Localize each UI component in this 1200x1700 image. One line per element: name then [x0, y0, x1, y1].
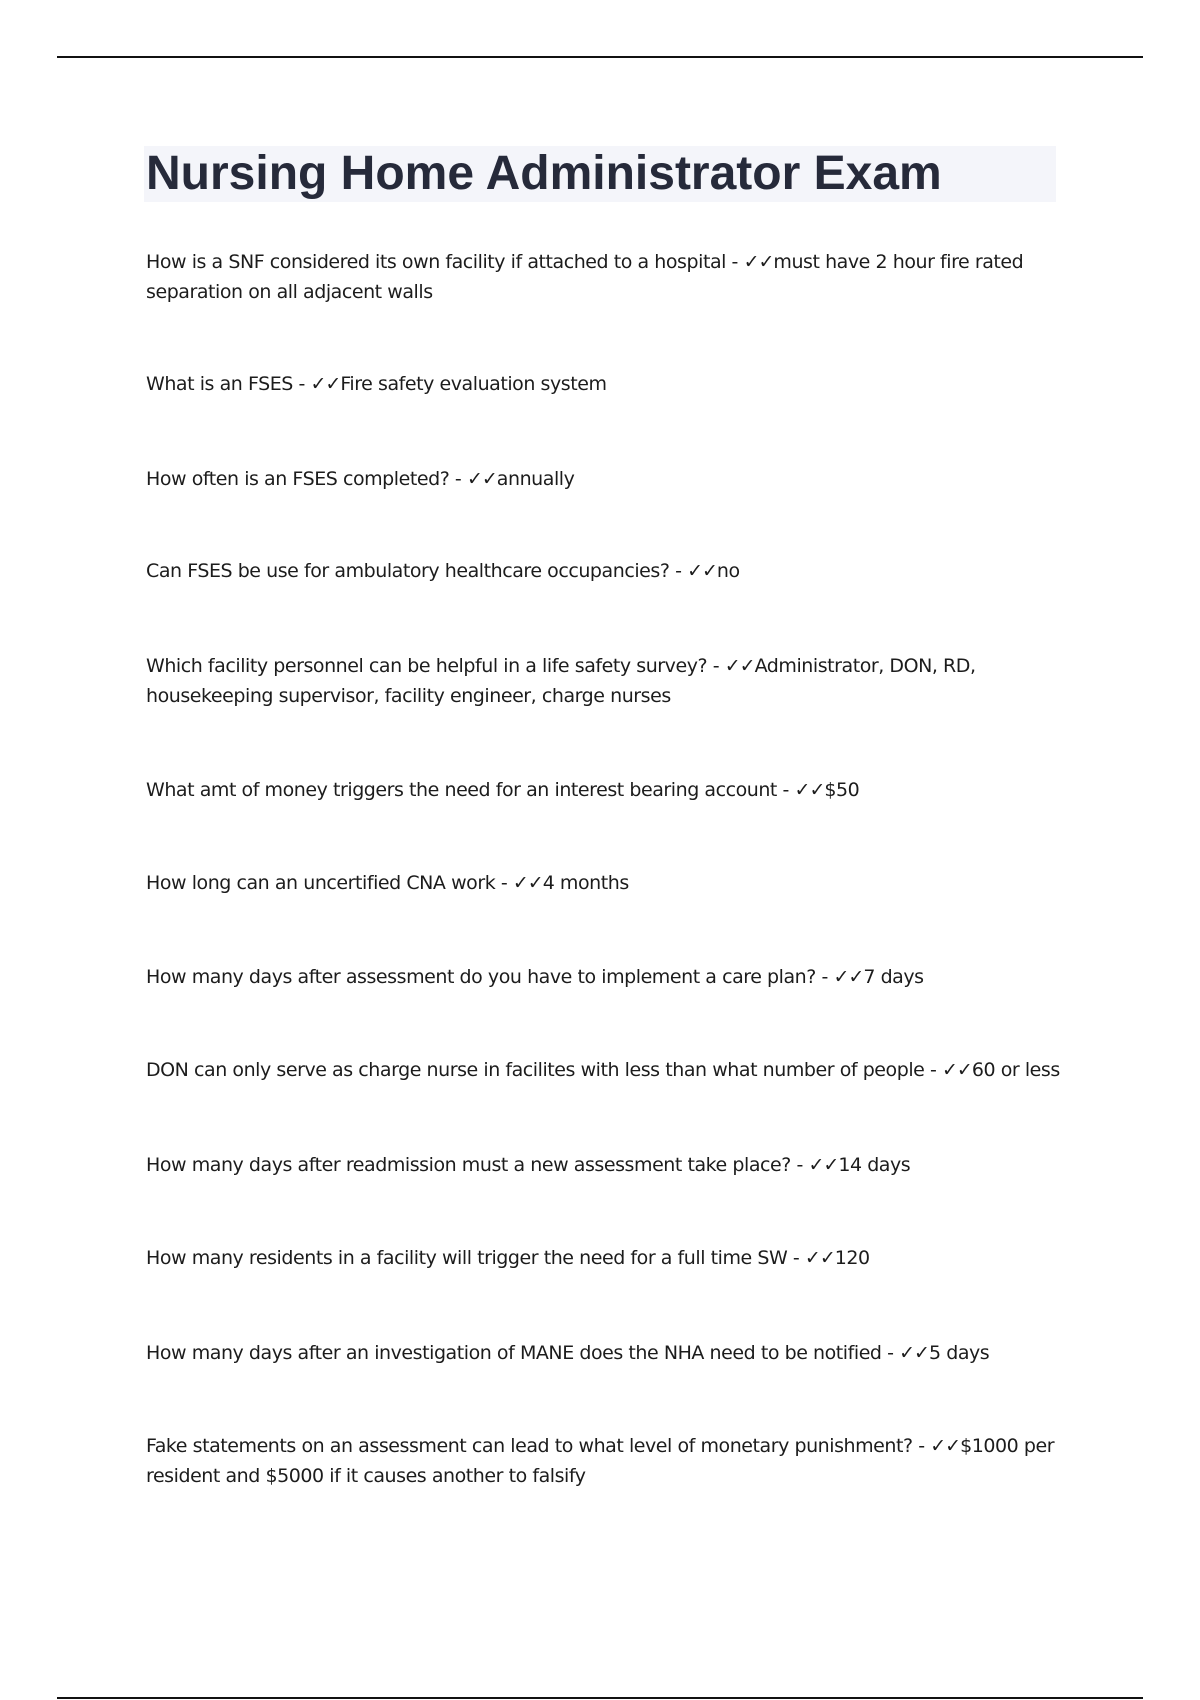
separator: - [449, 468, 467, 490]
answer-text: 5 days [928, 1342, 990, 1364]
qa-item [146, 1055, 1061, 1085]
question-text: Which facility personnel can be helpful in a life safety survey? [146, 655, 708, 677]
question-text: What amt of money triggers the need for an interest bearing account [146, 779, 777, 801]
separator: - [776, 779, 795, 801]
qa-item [146, 868, 1061, 898]
check-mark-icon: ✓✓ [942, 1059, 972, 1081]
check-mark-icon: ✓✓ [794, 779, 825, 801]
qa-item [146, 1431, 1061, 1491]
check-mark-icon: ✓✓ [724, 655, 755, 677]
answer-text: $50 [824, 779, 860, 801]
qa-item [146, 651, 1061, 711]
question-text: What is an FSES [146, 373, 293, 395]
separator: - [790, 1154, 809, 1176]
qa-item [146, 247, 1061, 307]
question-text: How often is an FSES completed? [146, 468, 450, 490]
question-text: How many days after an investigation of MANE does the NHA need to be notified [146, 1342, 882, 1364]
qa-item [146, 464, 1061, 494]
separator: - [495, 872, 513, 894]
separator: - [292, 373, 311, 395]
separator: - [815, 966, 834, 988]
qa-item [146, 556, 1061, 586]
answer-text: annually [496, 468, 575, 490]
qa-item [146, 1243, 1061, 1273]
qa-item [146, 775, 1061, 805]
separator: - [707, 655, 725, 677]
top-rule [57, 56, 1143, 58]
answer-text: 60 or less [971, 1059, 1060, 1081]
separator: - [669, 560, 688, 582]
separator: - [725, 251, 744, 273]
answer-text: 7 days [863, 966, 924, 988]
check-mark-icon: ✓✓ [804, 1247, 835, 1269]
check-mark-icon: ✓✓ [808, 1154, 839, 1176]
separator: - [924, 1059, 942, 1081]
page-title: Nursing Home Administrator Exam [146, 147, 942, 200]
answer-text: 120 [834, 1247, 870, 1269]
separator: - [912, 1435, 931, 1457]
answer-text: 4 months [542, 872, 629, 894]
bottom-rule [57, 1697, 1143, 1699]
check-mark-icon: ✓✓ [310, 373, 341, 395]
question-text: How is a SNF considered its own facility if attached to a hospital [146, 251, 726, 273]
check-mark-icon: ✓✓ [512, 872, 543, 894]
question-text: How many residents in a facility will trigger the need for a full time SW [146, 1247, 788, 1269]
check-mark-icon: ✓✓ [899, 1342, 929, 1364]
answer-text: must have 2 hour fire rated separation on all adjacent walls [146, 251, 1024, 303]
answer-text: $1000 per resident and $5000 if it causes another to falsify [146, 1435, 1055, 1487]
qa-item [146, 1150, 1061, 1180]
question-text: How long can an uncertified CNA work [146, 872, 496, 894]
qa-item [146, 369, 1061, 399]
check-mark-icon: ✓✓ [466, 468, 497, 490]
qa-item [146, 962, 1061, 992]
question-text: How many days after assessment do you have to implement a care plan? [146, 966, 816, 988]
answer-text: 14 days [838, 1154, 911, 1176]
answer-text: Administrator, DON, RD, housekeeping supervisor, facility engineer, charge nurses [146, 655, 976, 707]
qa-item [146, 1338, 1061, 1368]
check-mark-icon: ✓✓ [743, 251, 774, 273]
question-text: Can FSES be use for ambulatory healthcare occupancies? [146, 560, 670, 582]
question-text: How many days after readmission must a new assessment take place? [146, 1154, 791, 1176]
answer-text: Fire safety evaluation system [340, 373, 607, 395]
check-mark-icon: ✓✓ [833, 966, 864, 988]
check-mark-icon: ✓✓ [687, 560, 717, 582]
answer-text: no [716, 560, 740, 582]
check-mark-icon: ✓✓ [930, 1435, 961, 1457]
separator: - [881, 1342, 900, 1364]
question-text: Fake statements on an assessment can lead to what level of monetary punishment? [146, 1435, 913, 1457]
separator: - [787, 1247, 805, 1269]
question-text: DON can only serve as charge nurse in facilites with less than what number of people [146, 1059, 925, 1081]
